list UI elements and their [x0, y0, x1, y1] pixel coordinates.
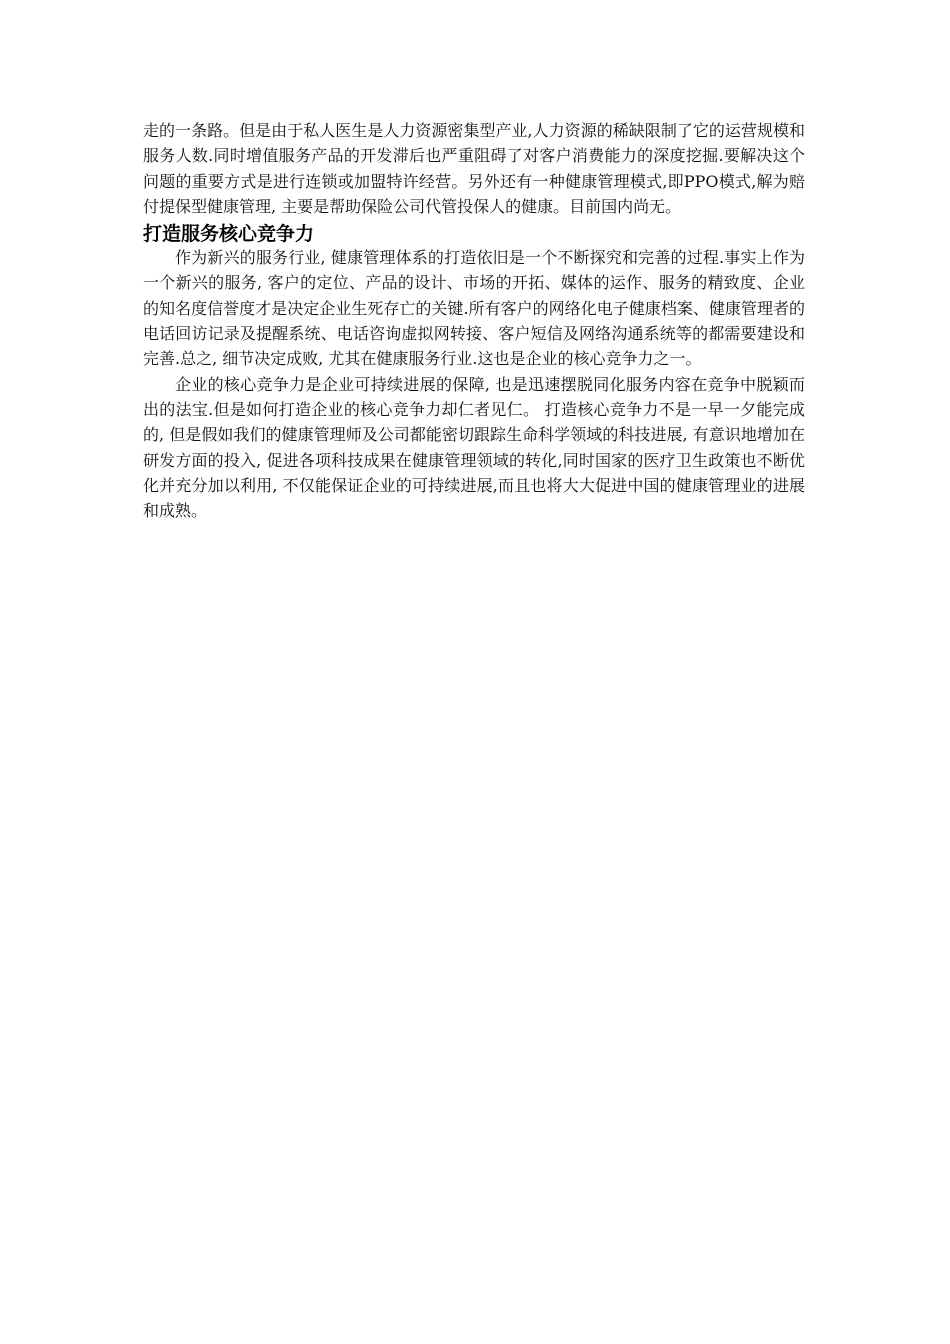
paragraph-continuation: 走的一条路。但是由于私人医生是人力资源密集型产业,人力资源的稀缺限制了它的运营规模和服务人数.同时增值服务产品的开发滞后也严重阻碍了对客户消费能力的深度挖掘.要解决这个问题的重要方式是进行连锁或加盟特许经营。另外还有一种健康管理模式,即PPO模式,解为赔付提保型健康管理, 主要是帮助保险公司代管投保人的健康。目前国内尚无。 [143, 121, 805, 216]
document-body [143, 118, 805, 523]
paragraph-service-system: 作为新兴的服务行业, 健康管理体系的打造依旧是一个不断探究和完善的过程.事实上作为一个新兴的服务, 客户的定位、产品的设计、市场的开拓、媒体的运作、服务的精致度、企业的知名度信誉度才是决定企业生死存亡的关键.所有客户的网络化电子健康档案、健康管理者的电话回访记录及提醒系统、电话咨询虚拟网转接、客户短信及网络沟通系统等的都需要建设和完善.总之, 细节决定成败, 尤其在健康服务行业.这也是企业的核心竞争力之一。 [143, 248, 805, 369]
section-heading: 打造服务核心竞争力 [143, 223, 315, 246]
paragraph-core-competitiveness: 企业的核心竞争力是企业可持续进展的保障, 也是迅速摆脱同化服务内容在竞争中脱颖而出的法宝.但是如何打造企业的核心竞争力却仁者见仁。 打造核心竞争力不是一早一夕能完成的, 但是假如我们的健康管理师及公司都能密切跟踪生命科学领域的科技进展, 有意识地增加在研发方面的投入, 促进各项科技成果在健康管理领域的转化,同时国家的医疗卫生政策也不断优化并充分加以利用, 不仅能保证企业的可持续进展,而且也将大大促进中国的健康管理业的进展和成熟。 [143, 374, 805, 521]
